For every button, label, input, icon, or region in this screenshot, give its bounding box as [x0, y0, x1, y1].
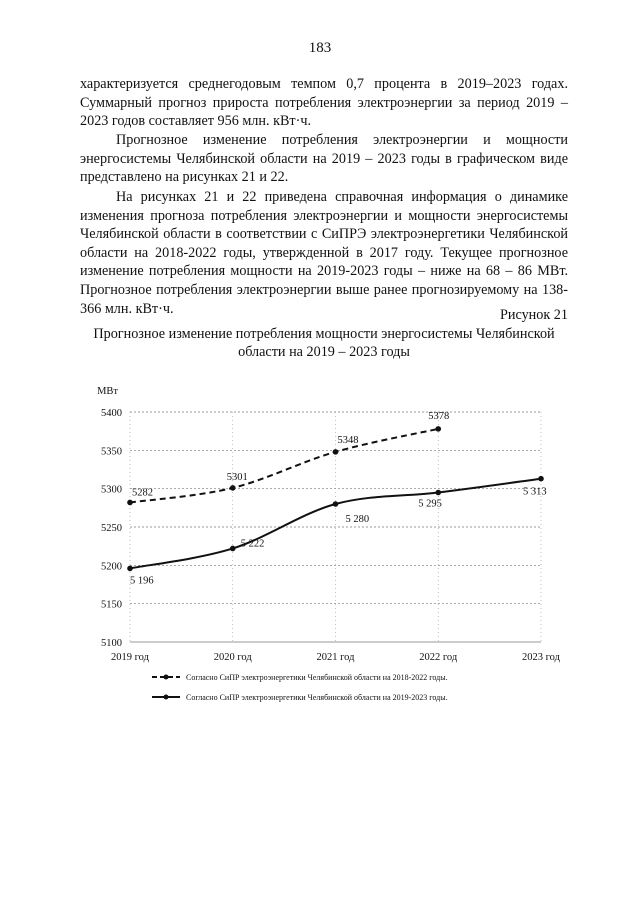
y-tick-label: 5150 [101, 599, 122, 611]
y-tick-label: 5250 [101, 523, 122, 534]
series-2-point [230, 546, 236, 552]
x-tick-label: 2023 год [522, 652, 560, 663]
series-2-data-label: 5 295 [418, 498, 442, 510]
paragraph-1-text: характеризуется среднегодовым темпом 0,7 процента в 2019–2023 годах. Суммарный прогноз прироста потребления электроэнергии за период 2019 – 2023 годов составляет 956 млн. кВт·ч. [80, 76, 568, 130]
series-2-point [538, 476, 544, 482]
y-axis-title: МВт [97, 386, 118, 397]
x-tick-label: 2020 год [213, 652, 252, 663]
legend-marker-2 [164, 695, 169, 700]
legend-label-1: Согласно СиПР электроэнергетики Челябинской области на 2018-2022 годы. [186, 673, 448, 682]
legend-marker-1 [164, 675, 169, 680]
x-tick-label: 2019 год [111, 652, 149, 663]
series-1-point [435, 426, 441, 432]
paragraph-3-text: На рисунках 21 и 22 приведена справочная информация о динамике изменения прогноза потребления электроэнергии и мощности энергосистемы Челябинской области в соответствии с СиПРЭ электроэнергетики Челябинской области на 2018-2022 годы, утвержденной в 2017 году. Текущее прогнозное изменение потребления мощности на 2019-2023 годы – ниже на 68 – 86 МВт. Прогнозное потребления электроэнергии выше ранее прогнозируемому на 138-366 млн. кВт·ч. [80, 189, 568, 317]
series-1-data-label: 5378 [428, 410, 450, 422]
figure-title: Прогнозное изменение потребления мощности энергосистемы Челябинской области на 2019 – 2023 годы [93, 326, 555, 361]
y-tick-label: 5400 [101, 408, 122, 419]
series-line-1 [130, 429, 438, 503]
series-2-data-label: 5 196 [130, 575, 154, 587]
series-1-data-label: 5282 [132, 487, 153, 499]
x-tick-label: 2022 год [419, 652, 458, 663]
y-tick-label: 5200 [101, 561, 122, 573]
y-tick-label: 5100 [101, 638, 122, 649]
series-1-point [333, 449, 339, 455]
page-number: 183 [308, 40, 332, 56]
series-1-data-label: 5348 [337, 434, 359, 446]
figure-label: Рисунок 21 [499, 307, 568, 323]
y-tick-label: 5350 [101, 446, 122, 458]
x-tick-label: 2021 год [316, 652, 355, 663]
series-2-data-label: 5 280 [345, 514, 370, 525]
series-1-point [230, 485, 236, 491]
series-1-point [127, 500, 133, 506]
series-2-point [333, 501, 339, 507]
series-1-data-label: 5301 [226, 471, 248, 483]
paragraph-2-text: Прогнозное изменение потребления электроэнергии и мощности энергосистемы Челябинской области на 2019 – 2023 годы в графическом виде представлено на рисунках 21 и 22. [80, 132, 568, 186]
legend-label-2: Согласно СиПР электроэнергетики Челябинской области на 2019-2023 годы. [186, 693, 448, 702]
series-2-data-label: 5 313 [523, 486, 547, 498]
y-tick-label: 5300 [101, 484, 122, 496]
series-2-point [127, 566, 133, 572]
series-2-point [435, 490, 441, 496]
series-2-data-label: 5 222 [240, 538, 265, 550]
